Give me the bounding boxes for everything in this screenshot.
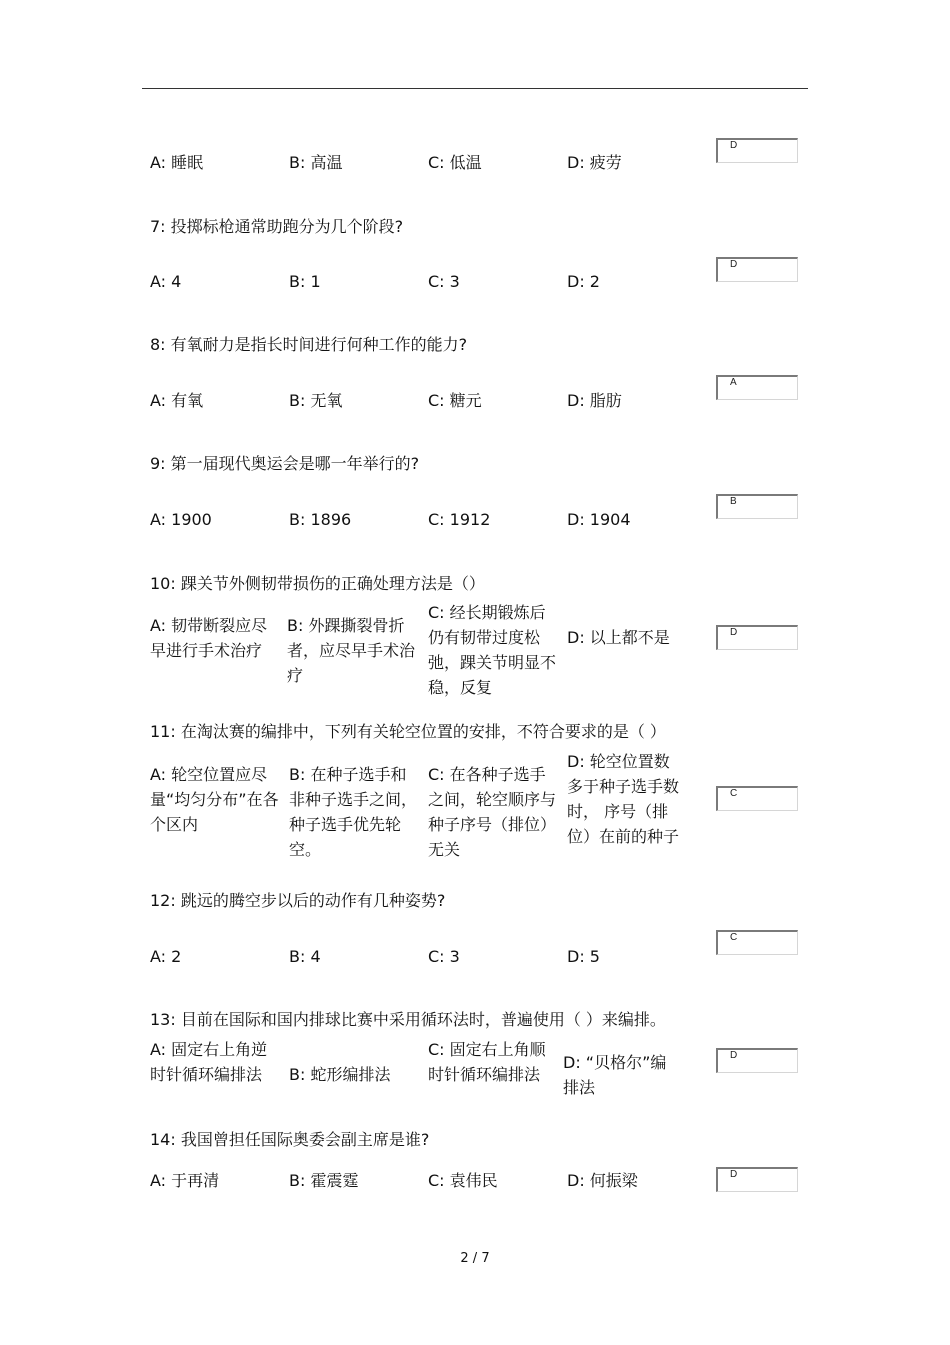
answer-field[interactable]: [716, 257, 798, 282]
option-c: C: 经长期锻炼后仍有韧带过度松弛，踝关节明显不稳，反复: [428, 603, 557, 697]
answer-value: D: [730, 1050, 738, 1061]
answer-value: D: [730, 1169, 738, 1180]
answer-value: C: [730, 788, 738, 799]
question-text: 10: 踝关节外侧韧带损伤的正确处理方法是（）: [150, 574, 485, 593]
answer-value: D: [730, 140, 738, 151]
answer-field[interactable]: [716, 930, 798, 955]
option-d: D: 何振梁: [567, 1171, 638, 1190]
question-text: 11: 在淘汰赛的编排中，下列有关轮空位置的安排，不符合要求的是（ ）: [150, 722, 666, 741]
option-d: D: 2: [567, 272, 600, 291]
option-a: A: 睡眠: [150, 153, 204, 172]
option-d: D: 1904: [567, 510, 631, 529]
option-b: B: 无氧: [289, 391, 343, 410]
option-c: C: 3: [428, 272, 460, 291]
answer-field[interactable]: [716, 786, 798, 811]
question-text: 13: 目前在国际和国内排球比赛中采用循环法时，普遍使用（ ）来编排。: [150, 1010, 666, 1029]
answer-value: A: [730, 377, 737, 388]
answer-field[interactable]: [716, 375, 798, 400]
option-c: C: 3: [428, 947, 460, 966]
option-c: C: 固定右上角顺时针循环编排法: [428, 1040, 546, 1084]
option-b: B: 1: [289, 272, 321, 291]
option-b: B: 在种子选手和非种子选手之间，种子选手优先轮空。: [289, 765, 418, 859]
header-rule: [142, 88, 808, 89]
option-a: A: 轮空位置应尽量“均匀分布”在各个区内: [150, 765, 279, 834]
question-text: 14: 我国曾担任国际奥委会副主席是谁?: [150, 1130, 430, 1149]
answer-value: D: [730, 259, 738, 270]
option-b: B: 4: [289, 947, 321, 966]
page-number: 2 / 7: [460, 1251, 490, 1266]
answer-field[interactable]: [716, 1167, 798, 1192]
answer-value: B: [730, 496, 737, 507]
option-a: A: 1900: [150, 510, 212, 529]
option-a: A: 固定右上角逆时针循环编排法: [150, 1040, 268, 1084]
answer-field[interactable]: [716, 494, 798, 519]
option-d: D: 疲劳: [567, 153, 622, 172]
option-d: D: “贝格尔”编排法: [563, 1053, 667, 1097]
answer-value: C: [730, 932, 738, 943]
option-a: A: 4: [150, 272, 182, 291]
option-d: D: 5: [567, 947, 600, 966]
option-a: A: 韧带断裂应尽早进行手术治疗: [150, 616, 268, 660]
option-b: B: 1896: [289, 510, 352, 529]
option-b: B: 高温: [289, 153, 343, 172]
question-text: 8: 有氧耐力是指长时间进行何种工作的能力?: [150, 335, 468, 354]
option-b: B: 蛇形编排法: [289, 1065, 391, 1084]
question-text: 7: 投掷标枪通常助跑分为几个阶段?: [150, 217, 404, 236]
option-b: B: 外踝撕裂骨折者，应尽早手术治疗: [287, 616, 416, 685]
option-d: D: 脂肪: [567, 391, 622, 410]
option-d: D: 轮空位置数多于种子选手数时， 序号（排位）在前的种子: [567, 752, 680, 846]
answer-field[interactable]: [716, 1048, 798, 1073]
option-c: C: 糖元: [428, 391, 482, 410]
option-a: A: 有氧: [150, 391, 204, 410]
option-c: C: 1912: [428, 510, 491, 529]
option-b: B: 霍震霆: [289, 1171, 359, 1190]
option-a: A: 于再清: [150, 1171, 220, 1190]
option-c: C: 低温: [428, 153, 482, 172]
question-text: 9: 第一届现代奥运会是哪一年举行的?: [150, 454, 420, 473]
option-a: A: 2: [150, 947, 182, 966]
option-d: D: 以上都不是: [567, 628, 670, 647]
answer-value: D: [730, 627, 738, 638]
answer-field[interactable]: [716, 138, 798, 163]
question-text: 12: 跳远的腾空步以后的动作有几种姿势?: [150, 891, 446, 910]
option-c: C: 袁伟民: [428, 1171, 498, 1190]
option-c: C: 在各种子选手之间，轮空顺序与种子序号（排位）无关: [428, 765, 557, 859]
answer-field[interactable]: [716, 625, 798, 650]
